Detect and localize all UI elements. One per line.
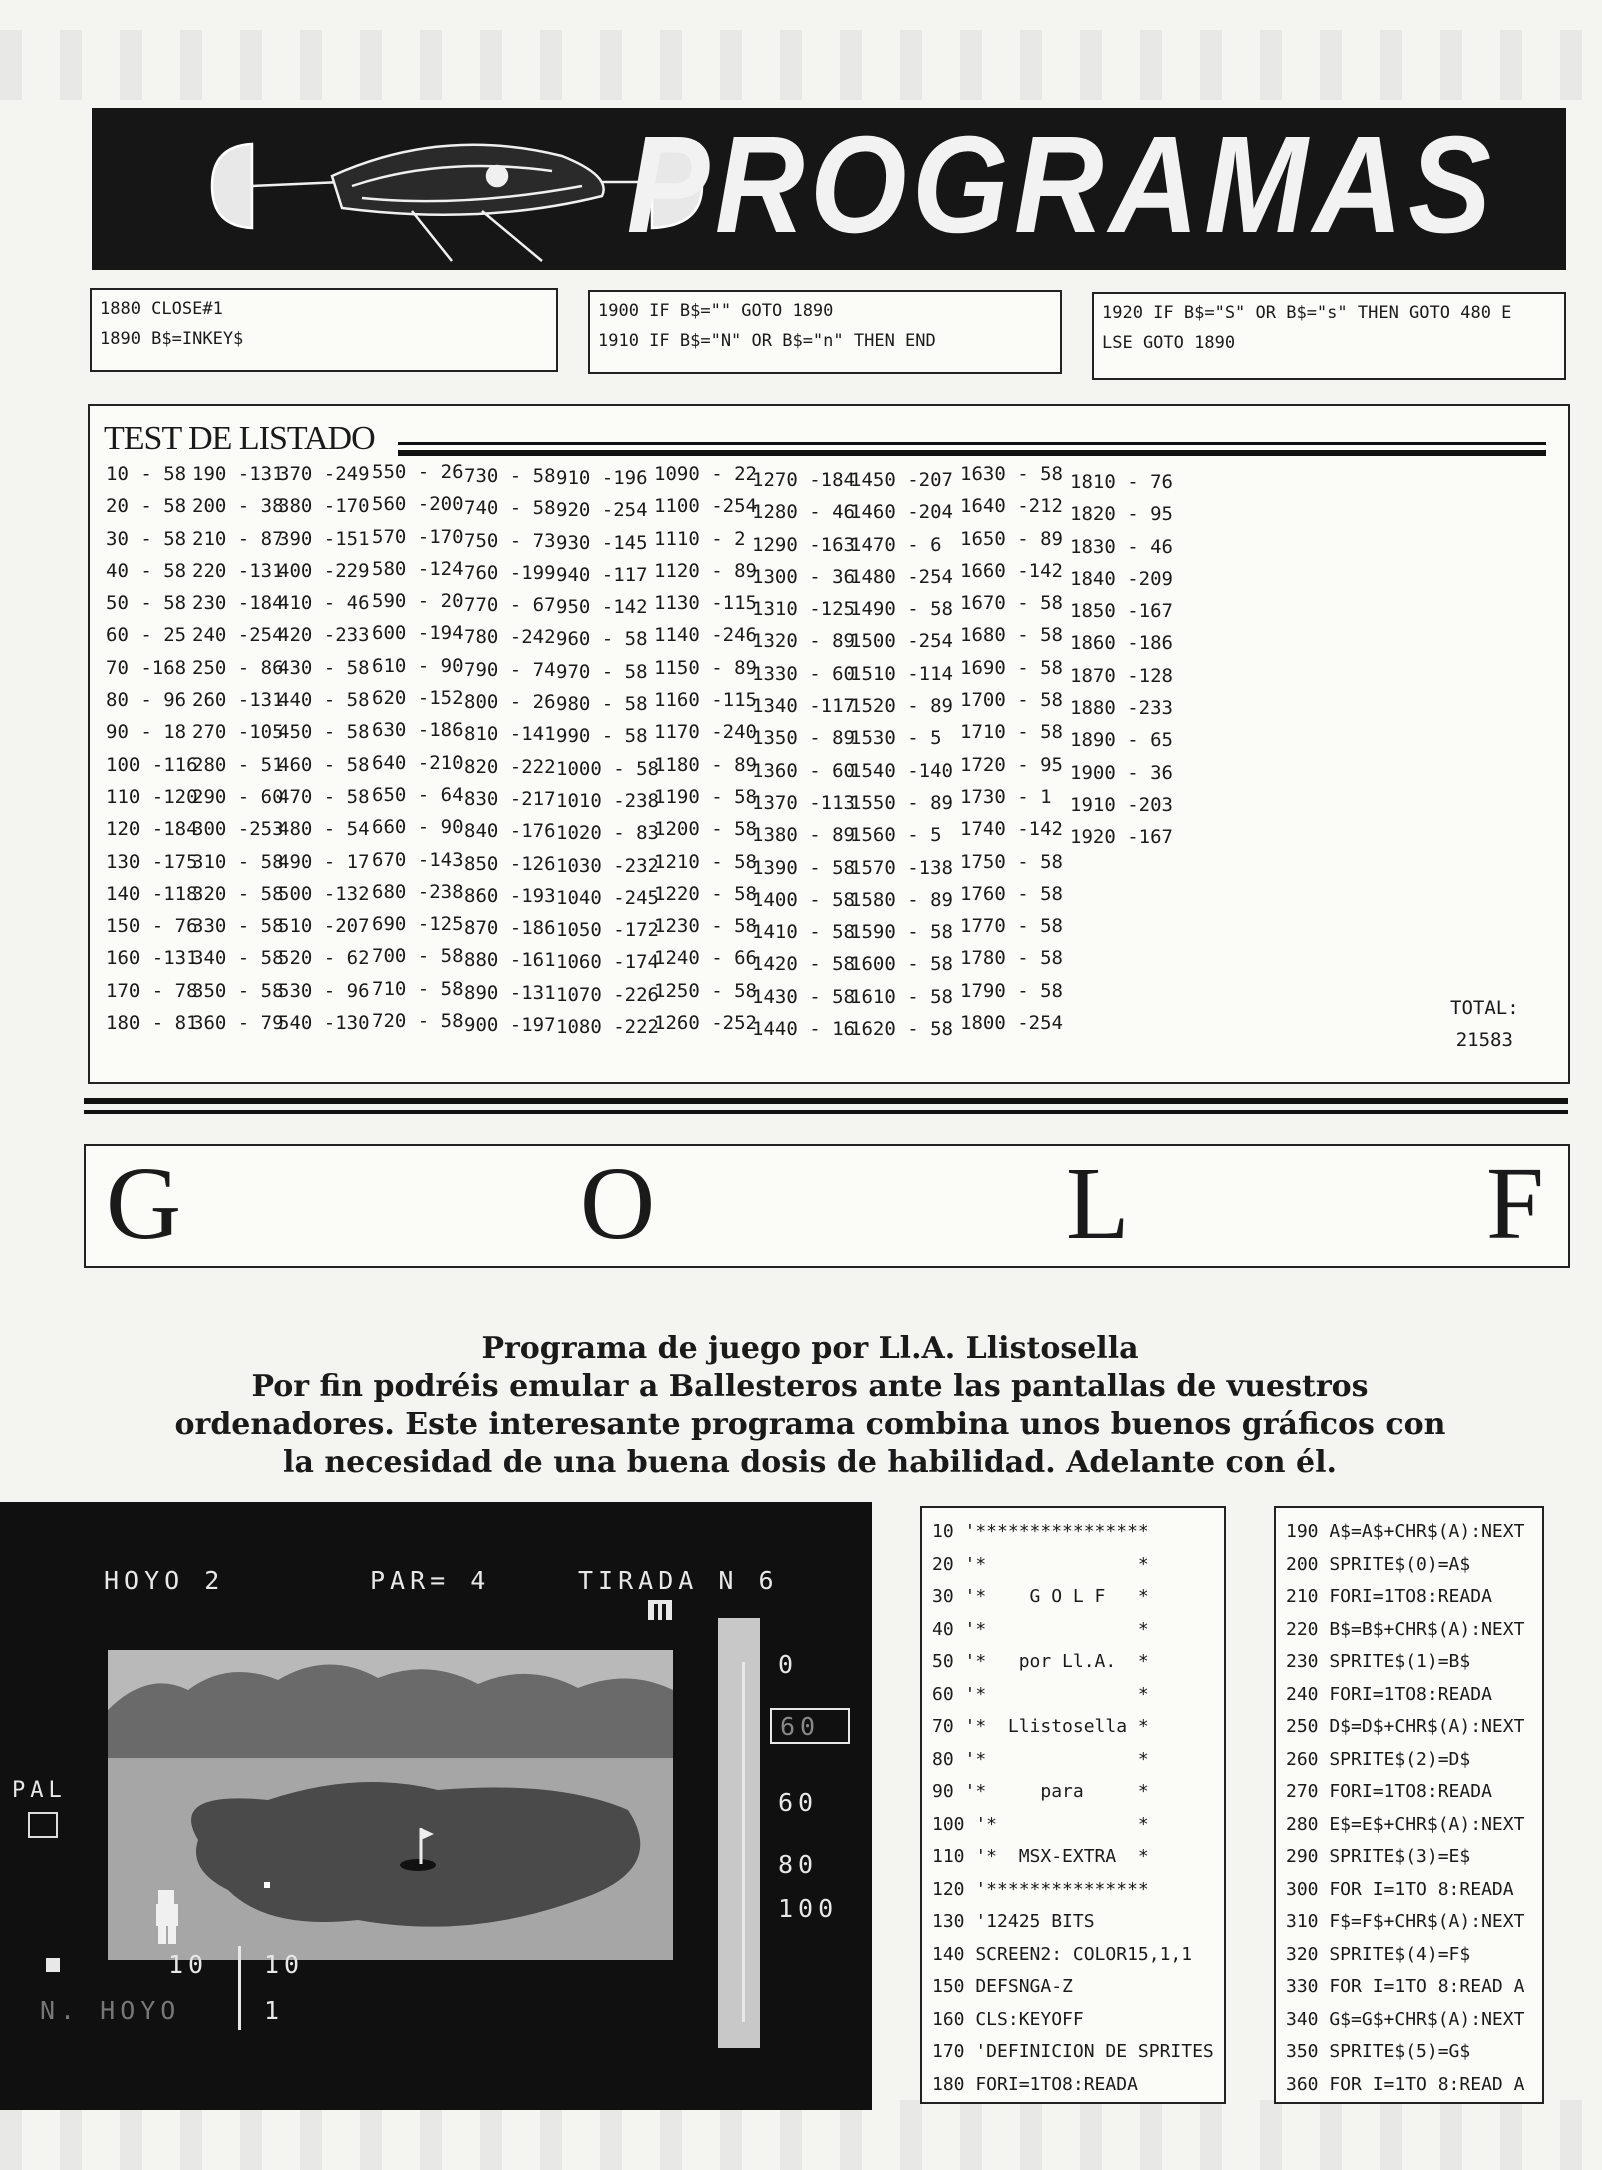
shot-number: TIRADA N 6 bbox=[578, 1566, 779, 1595]
checksum-entry: 980 - 58 bbox=[556, 693, 648, 716]
checksum-entry: 600 -194 bbox=[372, 622, 464, 645]
checksum-entry: 50 - 58 bbox=[106, 592, 187, 615]
listing-line: 360 FOR I=1TO 8:READ A bbox=[1286, 2073, 1525, 2095]
checksum-entry: 1310 -125 bbox=[752, 598, 855, 621]
listing-line: 190 A$=A$+CHR$(A):NEXT bbox=[1286, 1521, 1525, 1542]
checksum-entry: 1330 - 60 bbox=[752, 662, 855, 685]
title-rule bbox=[398, 442, 1546, 445]
listing-line: 40 '* * bbox=[932, 1618, 1149, 1640]
checksum-entry: 580 -124 bbox=[372, 557, 464, 580]
listing-line: 210 FORI=1TO8:READA bbox=[1286, 1586, 1492, 1607]
checksum-entry: 90 - 18 bbox=[106, 721, 187, 744]
checksum-entry: 1900 - 36 bbox=[1070, 761, 1173, 784]
checksum-entry: 1590 - 58 bbox=[850, 921, 953, 944]
checksum-entry: 1120 - 89 bbox=[654, 559, 757, 582]
checksum-entry: 1290 -163 bbox=[752, 533, 855, 556]
checksum-entry: 950 -142 bbox=[556, 596, 648, 619]
checksum-entry: 1610 - 58 bbox=[850, 985, 953, 1008]
code-line: 1900 IF B$="" GOTO 1890 bbox=[598, 301, 834, 321]
checksum-column bbox=[106, 458, 198, 1039]
checksum-entry: 750 - 73 bbox=[464, 529, 556, 552]
checksum-column bbox=[372, 456, 464, 1037]
checksum-entry: 420 -233 bbox=[278, 624, 370, 647]
checksum-entry: 830 -217 bbox=[464, 787, 556, 810]
checksum-entry: 1640 -212 bbox=[960, 495, 1063, 518]
checksum-entry: 130 -175 bbox=[106, 850, 198, 873]
checksum-entry: 1660 -142 bbox=[960, 559, 1063, 582]
checksum-entry: 1780 - 58 bbox=[960, 947, 1063, 970]
checksum-entry: 190 -131 bbox=[192, 463, 284, 485]
checksum-entry: 1140 -246 bbox=[654, 624, 757, 647]
checksum-entry: 1690 - 58 bbox=[960, 656, 1063, 679]
checksum-entry: 330 - 58 bbox=[192, 915, 284, 938]
gauge-label: 100 bbox=[778, 1894, 839, 1923]
basic-listing-middle bbox=[920, 1506, 1226, 2104]
checksum-entry: 1490 - 58 bbox=[850, 598, 953, 621]
checksum-entry: 30 - 58 bbox=[106, 527, 187, 550]
checksum-entry: 1860 -186 bbox=[1070, 632, 1173, 655]
checksum-column bbox=[960, 458, 1063, 1039]
checksum-entry: 390 -151 bbox=[278, 527, 370, 550]
checksum-entry: 70 -168 bbox=[106, 656, 187, 679]
checksum-entry: 430 - 58 bbox=[278, 656, 370, 679]
checksum-entry: 570 -170 bbox=[372, 525, 464, 548]
checksum-entry: 150 - 76 bbox=[106, 915, 198, 938]
checksum-entry: 880 -161 bbox=[464, 949, 556, 972]
checksum-entry: 1500 -254 bbox=[850, 630, 953, 653]
checksum-entry: 1050 -172 bbox=[556, 919, 659, 942]
listing-line: 270 FORI=1TO8:READA bbox=[1286, 1781, 1492, 1802]
checksum-entry: 690 -125 bbox=[372, 913, 464, 936]
listing-line: 10 '**************** bbox=[932, 1521, 1149, 1542]
hole-count: 1 bbox=[264, 1996, 285, 2025]
checksum-entry: 1670 - 58 bbox=[960, 592, 1063, 615]
intro-line: Por fin podréis emular a Ballesteros ante las pantallas de vuestros bbox=[251, 1369, 1369, 1404]
checksum-entry: 1420 - 58 bbox=[752, 953, 855, 976]
checksum-entry: 590 - 20 bbox=[372, 590, 464, 613]
checksum-entry: 1740 -142 bbox=[960, 818, 1063, 841]
checksum-entry: 10 - 58 bbox=[106, 463, 187, 485]
checksum-column bbox=[556, 462, 659, 1043]
checksum-entry: 1510 -114 bbox=[850, 662, 953, 685]
course-terrain bbox=[108, 1650, 673, 1960]
checksum-entry: 170 - 78 bbox=[106, 979, 198, 1002]
checksum-entry: 60 - 25 bbox=[106, 624, 187, 647]
checksum-entry: 310 - 58 bbox=[192, 850, 284, 873]
checksum-entry: 890 -131 bbox=[464, 981, 556, 1004]
checksum-entry: 1440 - 16 bbox=[752, 1018, 855, 1041]
checksum-entry: 850 -126 bbox=[464, 852, 556, 875]
listing-line: 150 DEFSNGA-Z bbox=[932, 1976, 1073, 1997]
checksum-entry: 990 - 58 bbox=[556, 725, 648, 748]
code-line: 1880 CLOSE#1 bbox=[100, 299, 223, 319]
checksum-entry: 1820 - 95 bbox=[1070, 503, 1173, 526]
checksum-entry: 840 -176 bbox=[464, 820, 556, 843]
checksum-entry: 610 - 90 bbox=[372, 654, 464, 677]
checksum-entry: 240 -254 bbox=[192, 624, 284, 647]
checksum-entry: 1090 - 22 bbox=[654, 463, 757, 485]
checksum-entry: 910 -196 bbox=[556, 467, 648, 489]
checksum-column bbox=[654, 458, 757, 1039]
checksum-entry: 810 -141 bbox=[464, 723, 556, 746]
checksum-entry: 1410 - 58 bbox=[752, 921, 855, 944]
checksum-entry: 940 -117 bbox=[556, 563, 648, 586]
checksum-entry: 1850 -167 bbox=[1070, 600, 1173, 623]
checksum-entry: 1030 -232 bbox=[556, 854, 659, 877]
checksum-entry: 210 - 87 bbox=[192, 527, 284, 550]
checksum-entry: 450 - 58 bbox=[278, 721, 370, 744]
checksum-entry: 470 - 58 bbox=[278, 785, 370, 808]
listing-line: 20 '* * bbox=[932, 1553, 1149, 1575]
checksum-entry: 1650 - 89 bbox=[960, 527, 1063, 550]
checksum-entry: 860 -193 bbox=[464, 884, 556, 907]
checksum-entry: 220 -131 bbox=[192, 559, 284, 582]
listing-line: 330 FOR I=1TO 8:READ A bbox=[1286, 1976, 1525, 1997]
title-rule bbox=[398, 450, 1546, 456]
intro-line: la necesidad de una buena dosis de habilidad. Adelante con él. bbox=[283, 1445, 1337, 1480]
checksum-entry: 760 -199 bbox=[464, 561, 556, 584]
checksum-entry: 1280 - 46 bbox=[752, 501, 855, 524]
checksum-entry: 1300 - 36 bbox=[752, 565, 855, 588]
checksum-entry: 1080 -222 bbox=[556, 1016, 659, 1039]
intro-line: ordenadores. Este interesante programa combina unos buenos gráficos con bbox=[174, 1407, 1446, 1442]
checksum-column bbox=[192, 458, 284, 1039]
checksum-entry: 350 - 58 bbox=[192, 979, 284, 1002]
checksum-entry: 360 - 79 bbox=[192, 1012, 284, 1035]
gauge-label: 80 bbox=[778, 1850, 819, 1879]
listing-line: 100 '* * bbox=[932, 1813, 1149, 1835]
club-label: PAL bbox=[12, 1778, 67, 1803]
checksum-entry: 1430 - 58 bbox=[752, 985, 855, 1008]
checksum-entry: 1200 - 58 bbox=[654, 818, 757, 841]
par-value: PAR= 4 bbox=[370, 1566, 491, 1595]
checksum-entry: 700 - 58 bbox=[372, 945, 464, 968]
checksum-entry: 1470 - 6 bbox=[850, 533, 942, 556]
checksum-entry: 1150 - 89 bbox=[654, 656, 757, 679]
checksum-entry: 1220 - 58 bbox=[654, 882, 757, 905]
total-label: TOTAL: bbox=[1450, 997, 1519, 1019]
listing-line: 50 '* por Ll.A. * bbox=[932, 1651, 1149, 1672]
listing-line: 90 '* para * bbox=[932, 1781, 1149, 1802]
checksum-entry: 1540 -140 bbox=[850, 759, 953, 782]
checksum-column bbox=[278, 458, 370, 1039]
checksum-entry: 440 - 58 bbox=[278, 689, 370, 712]
code-line: LSE GOTO 1890 bbox=[1102, 333, 1236, 353]
article-intro bbox=[100, 1330, 1520, 1482]
score-strokes: 10 bbox=[168, 1950, 209, 1979]
checksum-entry: 560 -200 bbox=[372, 493, 464, 516]
checksum-entry: 1020 - 83 bbox=[556, 822, 659, 845]
checksum-entry: 1130 -115 bbox=[654, 592, 757, 615]
checksum-entry: 200 - 38 bbox=[192, 495, 284, 518]
checksum-entry: 1060 -174 bbox=[556, 951, 659, 974]
checksum-entry: 1760 - 58 bbox=[960, 882, 1063, 905]
checksum-entry: 110 -120 bbox=[106, 785, 198, 808]
checksum-entry: 370 -249 bbox=[278, 463, 370, 485]
checksum-entry: 1180 - 89 bbox=[654, 753, 757, 776]
listing-line: 120 '*************** bbox=[932, 1878, 1149, 1900]
listing-line: 230 SPRITE$(1)=B$ bbox=[1286, 1651, 1471, 1672]
checksum-entry: 380 -170 bbox=[278, 495, 370, 518]
checksum-entry: 340 - 58 bbox=[192, 947, 284, 970]
checksum-entry: 1190 - 58 bbox=[654, 785, 757, 808]
basic-listing-right bbox=[1274, 1506, 1544, 2104]
checksum-entry: 520 - 62 bbox=[278, 947, 370, 970]
checksum-entry: 970 - 58 bbox=[556, 660, 648, 683]
code-snippet-3 bbox=[1092, 292, 1566, 380]
checksum-entry: 1680 - 58 bbox=[960, 624, 1063, 647]
checksum-total bbox=[1450, 992, 1519, 1056]
checksum-entry: 400 -229 bbox=[278, 559, 370, 582]
section-divider bbox=[84, 1110, 1568, 1114]
checksum-entry: 1910 -203 bbox=[1070, 793, 1173, 816]
listing-line: 340 G$=G$+CHR$(A):NEXT bbox=[1286, 2008, 1525, 2030]
listing-line: 290 SPRITE$(3)=E$ bbox=[1286, 1846, 1471, 1867]
checksum-column bbox=[850, 464, 953, 1045]
listing-line: 140 SCREEN2: COLOR15,1,1 bbox=[932, 1943, 1193, 1965]
listing-line: 130 '12425 BITS bbox=[932, 1911, 1095, 1932]
checksum-entry: 1000 - 58 bbox=[556, 757, 659, 780]
checksum-entry: 1110 - 2 bbox=[654, 527, 746, 550]
checksum-entry: 540 -130 bbox=[278, 1012, 370, 1035]
checksum-entry: 710 - 58 bbox=[372, 977, 464, 1000]
checksum-entry: 490 - 17 bbox=[278, 850, 370, 873]
checksum-entry: 1730 - 1 bbox=[960, 785, 1052, 808]
intro-byline: Programa de juego por Ll.A. Llistosella bbox=[481, 1331, 1139, 1366]
code-line: 1910 IF B$="N" OR B$="n" THEN END bbox=[598, 331, 936, 351]
score-divider bbox=[238, 1946, 241, 2030]
checksum-entry: 770 - 67 bbox=[464, 594, 556, 617]
checksum-entry: 1920 -167 bbox=[1070, 826, 1173, 849]
checksum-entry: 480 - 54 bbox=[278, 818, 370, 841]
checksum-entry: 1580 - 89 bbox=[850, 888, 953, 911]
checksum-entry: 1010 -238 bbox=[556, 789, 659, 812]
checksum-entry: 20 - 58 bbox=[106, 495, 187, 518]
hole-number: HOYO 2 bbox=[104, 1566, 225, 1595]
checksum-entry: 1800 -254 bbox=[960, 1012, 1063, 1035]
listing-line: 250 D$=D$+CHR$(A):NEXT bbox=[1286, 1716, 1525, 1737]
checksum-entry: 1700 - 58 bbox=[960, 689, 1063, 712]
header-banner bbox=[92, 108, 1566, 270]
hole-label: N. HOYO bbox=[40, 1996, 181, 2025]
checksum-entry: 720 - 58 bbox=[372, 1010, 464, 1033]
golf-letter-g: G bbox=[106, 1146, 182, 1261]
listing-line: 260 SPRITE$(2)=D$ bbox=[1286, 1748, 1471, 1770]
checksum-entry: 870 -186 bbox=[464, 917, 556, 940]
checksum-entry: 500 -132 bbox=[278, 882, 370, 905]
checksum-entry: 1870 -128 bbox=[1070, 664, 1173, 687]
checksum-entry: 1320 - 89 bbox=[752, 630, 855, 653]
checksum-entry: 230 -184 bbox=[192, 592, 284, 615]
checksum-entry: 510 -207 bbox=[278, 915, 370, 938]
listing-line: 160 CLS:KEYOFF bbox=[932, 2008, 1084, 2030]
checksum-entry: 1770 - 58 bbox=[960, 915, 1063, 938]
programas-banner-title: PROGRAMAS bbox=[626, 108, 1496, 262]
checksum-entry: 1550 - 89 bbox=[850, 791, 953, 814]
checksum-entry: 960 - 58 bbox=[556, 628, 648, 651]
checksum-entry: 1890 - 65 bbox=[1070, 729, 1173, 752]
checksum-entry: 730 - 58 bbox=[464, 465, 556, 487]
checksum-entry: 1450 -207 bbox=[850, 469, 953, 491]
checksum-entry: 1880 -233 bbox=[1070, 697, 1173, 720]
listing-line: 70 '* Llistosella * bbox=[932, 1716, 1149, 1737]
checksum-entry: 1840 -209 bbox=[1070, 567, 1173, 590]
checksum-entry: 260 -131 bbox=[192, 689, 284, 712]
checksum-entry: 630 -186 bbox=[372, 719, 464, 742]
checksum-entry: 1270 -184 bbox=[752, 469, 855, 491]
checksum-entry: 1570 -138 bbox=[850, 856, 953, 879]
checksum-entry: 1600 - 58 bbox=[850, 953, 953, 976]
checksum-entry: 1170 -240 bbox=[654, 721, 757, 744]
checksum-entry: 1390 - 58 bbox=[752, 856, 855, 879]
checksum-column bbox=[464, 460, 556, 1041]
golf-course-view bbox=[108, 1650, 673, 1960]
checksum-entry: 1750 - 58 bbox=[960, 850, 1063, 873]
code-snippet-1 bbox=[90, 288, 558, 372]
checksum-entry: 160 -131 bbox=[106, 947, 198, 970]
checksum-entry: 780 -242 bbox=[464, 626, 556, 649]
checksum-entry: 1160 -115 bbox=[654, 689, 757, 712]
checksum-entry: 1460 -204 bbox=[850, 501, 953, 524]
checksum-column bbox=[752, 464, 855, 1045]
checksum-entry: 650 - 64 bbox=[372, 783, 464, 806]
gauge-label: 0 bbox=[778, 1650, 799, 1679]
score-total: 10 bbox=[264, 1950, 305, 1979]
golf-title-box bbox=[84, 1144, 1570, 1268]
checksum-entry: 660 - 90 bbox=[372, 816, 464, 839]
checksum-entry: 1230 - 58 bbox=[654, 915, 757, 938]
checksum-entry: 1630 - 58 bbox=[960, 463, 1063, 485]
checksum-entry: 1100 -254 bbox=[654, 495, 757, 518]
checksum-entry: 290 - 60 bbox=[192, 785, 284, 808]
score-bullet bbox=[46, 1958, 60, 1972]
checksum-entry: 620 -152 bbox=[372, 687, 464, 710]
checksum-entry: 1620 - 58 bbox=[850, 1018, 953, 1041]
listing-line: 180 FORI=1TO8:READA bbox=[932, 2073, 1138, 2095]
checksum-entry: 800 - 26 bbox=[464, 691, 556, 714]
checksum-entry: 270 -105 bbox=[192, 721, 284, 744]
test-de-listado-panel bbox=[88, 404, 1570, 1084]
golf-letter-o: O bbox=[580, 1146, 656, 1261]
checksum-entry: 1400 - 58 bbox=[752, 888, 855, 911]
golfer-flag-icon bbox=[646, 1598, 674, 1622]
total-value: 21583 bbox=[1455, 1029, 1513, 1051]
checksum-entry: 120 -184 bbox=[106, 818, 198, 841]
gauge-current-value: 60 bbox=[780, 1712, 821, 1741]
checksum-entry: 100 -116 bbox=[106, 753, 198, 776]
checksum-column bbox=[1070, 466, 1173, 854]
checksum-entry: 1370 -113 bbox=[752, 791, 855, 814]
checksum-entry: 550 - 26 bbox=[372, 461, 464, 483]
listing-line: 60 '* * bbox=[932, 1683, 1149, 1705]
checksum-entry: 460 - 58 bbox=[278, 753, 370, 776]
listing-line: 200 SPRITE$(0)=A$ bbox=[1286, 1553, 1471, 1575]
listing-line: 320 SPRITE$(4)=F$ bbox=[1286, 1943, 1471, 1965]
checksum-entry: 790 - 74 bbox=[464, 658, 556, 681]
listing-line: 300 FOR I=1TO 8:READA bbox=[1286, 1878, 1514, 1900]
checksum-entry: 1070 -226 bbox=[556, 983, 659, 1006]
background-stripe-top bbox=[0, 30, 1602, 100]
checksum-entry: 820 -222 bbox=[464, 755, 556, 778]
listing-line: 220 B$=B$+CHR$(A):NEXT bbox=[1286, 1618, 1525, 1640]
code-snippet-2 bbox=[588, 290, 1062, 374]
checksum-entry: 250 - 86 bbox=[192, 656, 284, 679]
checksum-entry: 1210 - 58 bbox=[654, 850, 757, 873]
checksum-entry: 1560 - 5 bbox=[850, 824, 942, 847]
checksum-entry: 40 - 58 bbox=[106, 559, 187, 582]
code-line: 1920 IF B$="S" OR B$="s" THEN GOTO 480 E bbox=[1102, 303, 1512, 323]
checksum-entry: 1830 - 46 bbox=[1070, 535, 1173, 558]
checksum-entry: 1790 - 58 bbox=[960, 979, 1063, 1002]
checksum-entry: 1340 -117 bbox=[752, 695, 855, 718]
checksum-entry: 1520 - 89 bbox=[850, 695, 953, 718]
checksum-entry: 900 -197 bbox=[464, 1014, 556, 1037]
checksum-entry: 300 -253 bbox=[192, 818, 284, 841]
game-screenshot bbox=[0, 1502, 872, 2110]
checksum-entry: 1240 - 66 bbox=[654, 947, 757, 970]
checksum-entry: 640 -210 bbox=[372, 751, 464, 774]
gauge-bracket bbox=[742, 1662, 763, 2022]
checksum-entry: 80 - 96 bbox=[106, 689, 187, 712]
listing-line: 30 '* G O L F * bbox=[932, 1586, 1149, 1607]
checksum-entry: 180 - 81 bbox=[106, 1012, 198, 1035]
golf-letter-l: L bbox=[1066, 1146, 1130, 1261]
checksum-entry: 1710 - 58 bbox=[960, 721, 1063, 744]
gauge-label: 60 bbox=[778, 1788, 819, 1817]
club-indicator bbox=[28, 1812, 58, 1838]
checksum-entry: 530 - 96 bbox=[278, 979, 370, 1002]
checksum-entry: 740 - 58 bbox=[464, 497, 556, 520]
checksum-entry: 1380 - 89 bbox=[752, 824, 855, 847]
checksum-entry: 1530 - 5 bbox=[850, 727, 942, 750]
section-divider bbox=[84, 1098, 1568, 1104]
gauge-current-box bbox=[770, 1708, 850, 1744]
checksum-entry: 670 -143 bbox=[372, 848, 464, 871]
checksum-entry: 930 -145 bbox=[556, 531, 648, 554]
listing-line: 310 F$=F$+CHR$(A):NEXT bbox=[1286, 1911, 1525, 1932]
checksum-entry: 320 - 58 bbox=[192, 882, 284, 905]
checksum-entry: 1350 - 89 bbox=[752, 727, 855, 750]
listing-line: 350 SPRITE$(5)=G$ bbox=[1286, 2041, 1471, 2062]
checksum-entry: 1040 -245 bbox=[556, 886, 659, 909]
listing-line: 280 E$=E$+CHR$(A):NEXT bbox=[1286, 1813, 1525, 1835]
listing-line: 110 '* MSX-EXTRA * bbox=[932, 1846, 1149, 1867]
checksum-entry: 1360 - 60 bbox=[752, 759, 855, 782]
golf-letter-f: F bbox=[1486, 1146, 1544, 1261]
checksum-entry: 1720 - 95 bbox=[960, 753, 1063, 776]
checksum-entry: 1250 - 58 bbox=[654, 979, 757, 1002]
listing-line: 240 FORI=1TO8:READA bbox=[1286, 1683, 1492, 1705]
checksum-entry: 410 - 46 bbox=[278, 592, 370, 615]
code-line: 1890 B$=INKEY$ bbox=[100, 329, 244, 349]
test-de-listado-title: TEST DE LISTADO bbox=[104, 420, 375, 457]
listing-line: 170 'DEFINICION DE SPRITES bbox=[932, 2041, 1214, 2062]
checksum-entry: 280 - 51 bbox=[192, 753, 284, 776]
checksum-entry: 680 -238 bbox=[372, 880, 464, 903]
checksum-entry: 1480 -254 bbox=[850, 565, 953, 588]
checksum-entry: 920 -254 bbox=[556, 499, 648, 522]
checksum-entry: 1810 - 76 bbox=[1070, 471, 1173, 493]
checksum-entry: 140 -118 bbox=[106, 882, 198, 905]
listing-line: 80 '* * bbox=[932, 1748, 1149, 1770]
checksum-entry: 1260 -252 bbox=[654, 1012, 757, 1035]
